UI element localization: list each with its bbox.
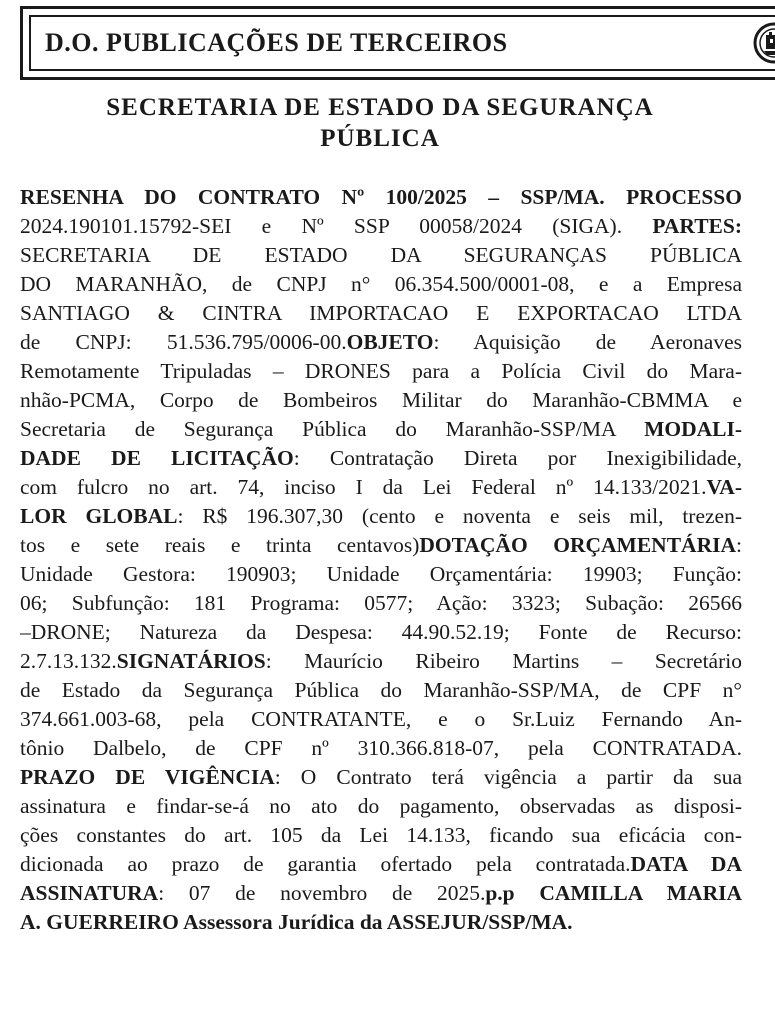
body-line — [20, 241, 742, 270]
text-segment: : R$ 196.307,30 (cento e noventa e seis mil, trezen- — [177, 504, 742, 528]
bold-text-segment: DADE DE LICITAÇÃO — [20, 446, 294, 470]
body-line — [20, 647, 742, 676]
contract-summary-body — [20, 183, 742, 937]
text-segment: dicionada ao prazo de garantia ofertado pela contratada. — [20, 852, 631, 876]
section-header-title: D.O. PUBLICAÇÕES DE TERCEIROS — [45, 28, 508, 57]
bold-text-segment: ASSINATURA — [20, 881, 159, 905]
bold-text-segment: PRAZO DE VIGÊNCIA — [20, 765, 275, 789]
bold-text-segment: RESENHA DO CONTRATO Nº 100/2025 – SSP/MA. PROCESSO — [20, 185, 742, 209]
section-header-frame — [29, 15, 775, 71]
document-title: SECRETARIA DE ESTADO DA SEGURANÇA PÚBLICA — [106, 94, 654, 152]
body-line — [20, 386, 742, 415]
text-segment: : 07 de novembro de 2025. — [158, 881, 486, 905]
bold-text-segment: OBJETO — [346, 330, 434, 354]
body-line — [20, 415, 742, 444]
text-segment: ções constantes do art. 105 da Lei 14.133, ficando sua eficácia con- — [20, 823, 742, 847]
text-segment: tos e sete reais e trinta centavos) — [20, 533, 420, 557]
text-segment: SECRETARIA DE ESTADO DA SEGURANÇAS PÚBLICA — [20, 243, 742, 267]
text-segment: : Contratação Direta por Inexigibilidade, — [293, 446, 743, 470]
body-line — [20, 328, 742, 357]
bold-text-segment: PARTES: — [652, 214, 742, 238]
body-line — [20, 531, 742, 560]
body-line — [20, 792, 742, 821]
text-segment: nhão-PCMA, Corpo de Bombeiros Militar do Maranhão-CBMMA e — [20, 388, 742, 412]
bold-text-segment: LOR GLOBAL — [20, 504, 178, 528]
text-segment: Remotamente Tripuladas – DRONES para a Polícia Civil do Mara- — [20, 359, 742, 383]
body-line — [20, 560, 742, 589]
body-line — [20, 357, 742, 386]
text-segment: 2024.190101.15792-SEI e Nº SSP 00058/2024 (SIGA). — [20, 214, 653, 238]
text-segment: Unidade Gestora: 190903; Unidade Orçamentária: 19903; Função: — [20, 562, 742, 586]
text-segment: : Maurício Ribeiro Martins – Secretário — [265, 649, 742, 673]
text-segment: SANTIAGO & CINTRA IMPORTACAO E EXPORTACAO LTDA — [20, 301, 742, 325]
body-line — [20, 270, 742, 299]
body-line — [20, 821, 742, 850]
text-segment: 374.661.003-68, pela CONTRATANTE, e o Sr.Luiz Fernando An- — [20, 707, 742, 731]
text-segment: tônio Dalbelo, de CPF nº 310.366.818-07, pela CONTRATADA. — [20, 736, 742, 760]
section-header — [20, 6, 775, 80]
body-line — [20, 734, 742, 763]
text-segment: de Estado da Segurança Pública do Maranhão-SSP/MA, de CPF n° — [20, 678, 742, 702]
body-line — [20, 879, 742, 908]
body-line — [20, 299, 742, 328]
text-segment: 2.7.13.132. — [20, 649, 117, 673]
body-line — [20, 589, 742, 618]
body-line — [20, 908, 742, 937]
text-segment: 06; Subfunção: 181 Programa: 0577; Ação: 3323; Subação: 26566 — [20, 591, 742, 615]
body-line — [20, 502, 742, 531]
text-segment: com fulcro no art. 74, inciso I da Lei Federal nº 14.133/2021. — [20, 475, 707, 499]
bold-text-segment: p.p CAMILLA MARIA — [485, 881, 742, 905]
text-segment: assinatura e findar-se-á no ato do pagamento, observadas as disposi- — [20, 794, 742, 818]
text-segment: Secretaria de Segurança Pública do Maranhão-SSP/MA — [20, 417, 645, 441]
body-line — [20, 444, 742, 473]
bold-text-segment: A. GUERREIRO Assessora Jurídica da ASSEJUR/SSP/MA. — [20, 910, 573, 934]
bold-text-segment: VA- — [706, 475, 742, 499]
bold-text-segment: DOTAÇÃO ORÇAMENTÁRIA — [419, 533, 736, 557]
text-segment: : O Contrato terá vigência a partir da sua — [274, 765, 742, 789]
body-line — [20, 183, 742, 212]
bold-text-segment: SIGNATÁRIOS — [116, 649, 266, 673]
bold-text-segment: MODALI- — [644, 417, 742, 441]
body-line — [20, 212, 742, 241]
body-line — [20, 763, 742, 792]
body-line — [20, 850, 742, 879]
text-segment: de CNPJ: 51.536.795/0006-00. — [20, 330, 347, 354]
text-segment: –DRONE; Natureza da Despesa: 44.90.52.19; Fonte de Recurso: — [20, 620, 742, 644]
body-line — [20, 705, 742, 734]
text-segment: DO MARANHÃO, de CNPJ n° 06.354.500/0001-08, e a Empresa — [20, 272, 742, 296]
body-line — [20, 473, 742, 502]
text-segment: : Aquisição de Aeronaves — [433, 330, 742, 354]
bold-text-segment: DATA DA — [630, 852, 742, 876]
body-line — [20, 618, 742, 647]
coat-of-arms-icon — [752, 21, 775, 65]
body-line — [20, 676, 742, 705]
text-segment: : — [736, 533, 742, 557]
